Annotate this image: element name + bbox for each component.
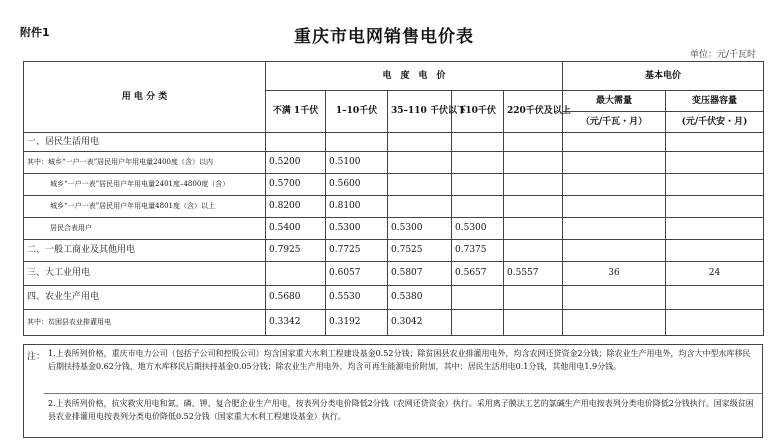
attachment-label: 附件1 — [20, 26, 50, 39]
cell-transformer — [666, 286, 764, 310]
cell-lt1kv: 0.5680 — [266, 286, 326, 310]
cell-transformer: 24 — [666, 262, 764, 286]
cell-110kv: 0.7375 — [452, 240, 504, 262]
table-row — [24, 174, 764, 196]
cell-35-110kv — [388, 152, 452, 174]
cell-max-demand — [563, 174, 666, 196]
cell-lt1kv: 0.5200 — [266, 152, 326, 174]
header-1-10kv: 1–10千伏 — [326, 91, 388, 133]
cell-35-110kv: 0.5807 — [388, 262, 452, 286]
cell-1-10kv: 0.5100 — [326, 152, 388, 174]
row-category: 三、大工业用电 — [24, 262, 266, 286]
table-row — [24, 218, 764, 240]
row-category: 四、农业生产用电 — [24, 286, 266, 310]
notes-label: 注： — [27, 352, 46, 362]
table-row — [24, 262, 764, 286]
cell-lt1kv: 0.7925 — [266, 240, 326, 262]
table-row — [24, 310, 764, 336]
cell-transformer — [666, 174, 764, 196]
table-row — [24, 152, 764, 174]
cell-1-10kv: 0.6057 — [326, 262, 388, 286]
cell-35-110kv — [388, 133, 452, 152]
cell-transformer — [666, 310, 764, 336]
cell-max-demand — [563, 286, 666, 310]
cell-transformer — [666, 196, 764, 218]
cell-1-10kv: 0.3192 — [326, 310, 388, 336]
cell-110kv — [452, 133, 504, 152]
cell-transformer — [666, 240, 764, 262]
header-110kv: 110千伏 — [452, 91, 504, 133]
cell-35-110kv — [388, 174, 452, 196]
cell-max-demand — [563, 240, 666, 262]
cell-220kv — [504, 133, 563, 152]
cell-1-10kv: 0.7725 — [326, 240, 388, 262]
cell-35-110kv: 0.7525 — [388, 240, 452, 262]
row-category: 居民合表用户 — [24, 218, 266, 240]
cell-220kv — [504, 310, 563, 336]
cell-1-10kv: 0.8100 — [326, 196, 388, 218]
cell-lt1kv — [266, 133, 326, 152]
header-transformer: 变压器容量 — [666, 91, 764, 112]
header-lt1kv: 不满 1千伏 — [266, 91, 326, 133]
header-max-demand-unit: （元/千瓦・月） — [563, 112, 666, 133]
cell-220kv — [504, 174, 563, 196]
cell-lt1kv: 0.8200 — [266, 196, 326, 218]
note-2: 2.上表所列价格，抗灾救灾用电和氮、磷、钾、复合肥企业生产用电，按表列分类电价降低2分钱（农网还贷资金）执行。采用离子膜法工艺的氯碱生产用电按表列分类电价降低2分钱执行。国家级贫困县农业排灌用电按表列分类电价降低0.52分钱（国家重大水利工程建设基金）执行。 — [48, 399, 754, 421]
cell-lt1kv: 0.5400 — [266, 218, 326, 240]
header-energy-price: 电 度 电 价 — [266, 62, 563, 91]
table-row — [24, 240, 764, 262]
cell-110kv — [452, 286, 504, 310]
cell-max-demand: 36 — [563, 262, 666, 286]
cell-max-demand — [563, 218, 666, 240]
cell-110kv — [452, 152, 504, 174]
row-category: 一、居民生活用电 — [24, 133, 266, 152]
row-category: 城乡“一户一表”居民用户年用电量2401度–4800度（含） — [24, 174, 266, 196]
cell-110kv — [452, 310, 504, 336]
cell-110kv: 0.5657 — [452, 262, 504, 286]
table-row — [24, 196, 764, 218]
cell-1-10kv — [326, 133, 388, 152]
cell-35-110kv: 0.5380 — [388, 286, 452, 310]
cell-max-demand — [563, 133, 666, 152]
cell-110kv — [452, 174, 504, 196]
cell-transformer — [666, 133, 764, 152]
page-title: 重庆市电网销售电价表 — [294, 27, 474, 47]
price-table — [23, 61, 764, 336]
cell-max-demand — [563, 310, 666, 336]
unit-label: 单位：元/千瓦时 — [689, 50, 756, 60]
cell-110kv — [452, 196, 504, 218]
cell-transformer — [666, 152, 764, 174]
cell-transformer — [666, 218, 764, 240]
cell-220kv: 0.5557 — [504, 262, 563, 286]
cell-lt1kv — [266, 262, 326, 286]
cell-220kv — [504, 240, 563, 262]
cell-1-10kv: 0.5300 — [326, 218, 388, 240]
cell-35-110kv: 0.5300 — [388, 218, 452, 240]
cell-lt1kv: 0.5700 — [266, 174, 326, 196]
note-1: 1.上表所列价格，重庆市电力公司（包括子公司和控股公司）均含国家重大水利工程建设基金0.52分钱；除贫困县农业排灌用电外，均含农网还贷资金2分钱；除农业生产用电外，均含大中型水库移民后期扶持基金0.62分钱、地方水库移民后期扶持基金0.05分钱；除农业生产用电外，均含可再生能源电价附加，其中：居民生活用电0.1分钱，其他用电1.9分钱。 — [48, 349, 751, 371]
cell-1-10kv: 0.5530 — [326, 286, 388, 310]
cell-110kv: 0.5300 — [452, 218, 504, 240]
cell-1-10kv: 0.5600 — [326, 174, 388, 196]
table-row — [24, 133, 764, 152]
header-transformer-unit: (元/千伏安・月) — [666, 112, 764, 133]
cell-220kv — [504, 286, 563, 310]
row-category: 城乡“一户一表”居民用户年用电量4801度（含）以上 — [24, 196, 266, 218]
header-category: 用 电 分 类 — [24, 62, 266, 133]
row-category: 二、一般工商业及其他用电 — [24, 240, 266, 262]
cell-220kv — [504, 218, 563, 240]
cell-lt1kv: 0.3342 — [266, 310, 326, 336]
notes-divider — [44, 393, 762, 394]
header-basic-price: 基本电价 — [563, 62, 764, 91]
cell-max-demand — [563, 152, 666, 174]
cell-35-110kv — [388, 196, 452, 218]
notes-section — [23, 344, 763, 438]
cell-220kv — [504, 196, 563, 218]
table-row — [24, 286, 764, 310]
row-category: 其中：城乡“一户一表”居民用户年用电量2400度（含）以内 — [24, 152, 266, 174]
row-category: 其中：贫困县农业排灌用电 — [24, 310, 266, 336]
cell-35-110kv: 0.3042 — [388, 310, 452, 336]
cell-max-demand — [563, 196, 666, 218]
header-max-demand: 最大需量 — [563, 91, 666, 112]
header-220kv: 220千伏及以上 — [504, 91, 563, 133]
cell-220kv — [504, 152, 563, 174]
header-35-110kv: 35–110 千伏以下 — [388, 91, 452, 133]
